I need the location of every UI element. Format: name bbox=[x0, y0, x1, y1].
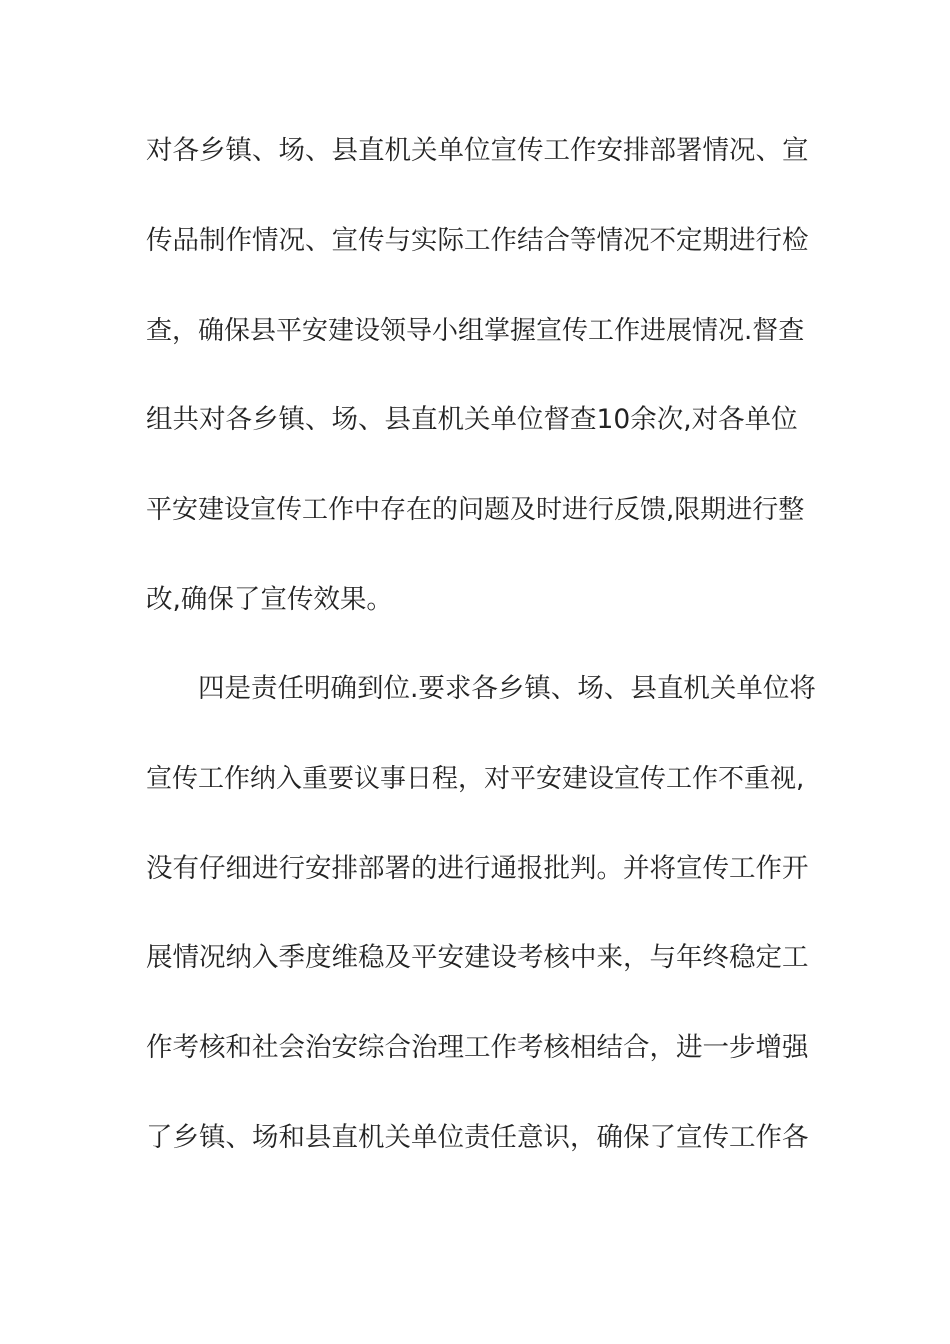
text-line: 展情况纳入季度维稳及平安建设考核中来，与年终稳定工 bbox=[146, 942, 809, 973]
text-line: 平安建设宣传工作中存在的问题及时进行反馈,限期进行整 bbox=[146, 495, 805, 525]
text-line: 作考核和社会治安综合治理工作考核相结合，进一步增强 bbox=[146, 1032, 809, 1063]
text-line: 对各乡镇、场、县直机关单位宣传工作安排部署情况、宣 bbox=[146, 135, 809, 166]
text-line: 了乡镇、场和县直机关单位责任意识，确保了宣传工作各 bbox=[146, 1122, 809, 1153]
text-line: 改,确保了宣传效果。 bbox=[146, 584, 393, 615]
text-line: 传品制作情况、宣传与实际工作结合等情况不定期进行检 bbox=[146, 225, 809, 256]
text-line: 查，确保县平安建设领导小组掌握宣传工作进展情况.督查 bbox=[146, 316, 805, 346]
text-line: 宣传工作纳入重要议事日程，对平安建设宣传工作不重视, bbox=[146, 764, 805, 794]
text-line: 没有仔细进行安排部署的进行通报批判。并将宣传工作开 bbox=[146, 853, 809, 884]
paragraph-first-line: 四是责任明确到位.要求各乡镇、场、县直机关单位将 bbox=[198, 673, 816, 704]
text-line: 组共对各乡镇、场、县直机关单位督查10余次,对各单位 bbox=[146, 404, 798, 435]
